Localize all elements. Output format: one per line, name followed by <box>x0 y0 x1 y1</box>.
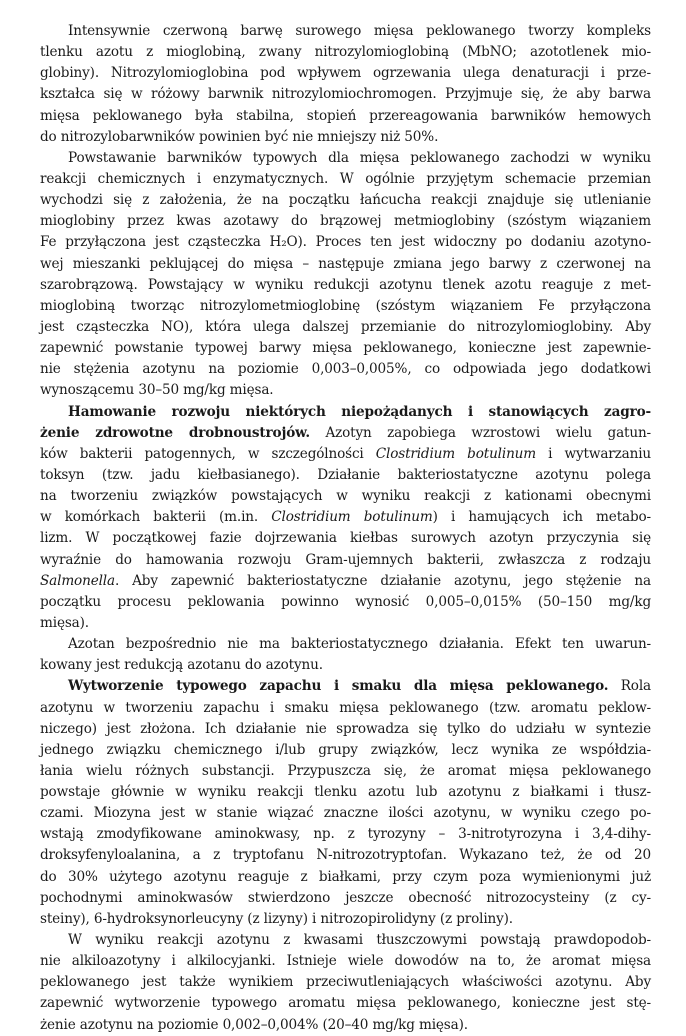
paragraph-barwa-intro <box>40 21 651 148</box>
text-line <box>40 444 651 465</box>
text-line: Powstawanie barwników typowych dla mięsa peklowanego zachodzi w wyniku <box>68 149 651 166</box>
text-line: globiny). Nitrozylomioglobina pod wpływem ogrzewania ulega denaturacji i prze- <box>40 65 651 82</box>
text-line: nie alkiloazotyny i alkilocyjanki. Istnieje wiele dowodów na to, że aromat mięsa <box>40 953 651 970</box>
text-run: i wytwarzaniu <box>536 445 652 462</box>
paragraph-azotan <box>40 634 651 676</box>
text-line: wychodzi się z założenia, że na początku łańcucha reakcji znajduje się utlenianie <box>40 192 651 209</box>
document-page <box>40 21 651 1036</box>
text-run: . Aby zapewnić bakteriostatyczne działanie azotynu, jego stężenie na <box>114 572 651 589</box>
text-line: toksyn (tzw. jadu kiełbasianego). Działanie bakteriostatyczne azotynu polega <box>40 466 651 483</box>
text-line: powstaje głównie w wyniku reakcji tlenku azotu lub azotynu z białkami i tłusz- <box>40 784 651 801</box>
text-line: czami. Miozyna jest w stanie wiązać znaczne ilości azotynu, w wyniku czego po- <box>40 805 651 822</box>
species-name: Clostridium botulinum <box>271 509 433 526</box>
text-line: jest cząsteczka NO), która ulega dalszej przemianie do nitrozylomioglobiny. Aby <box>40 318 651 335</box>
text-line: łania wielu różnych substancji. Przypuszcza się, że aromat mięsa peklowanego <box>40 762 651 779</box>
text-line: zapewnić powstanie typowej barwy mięsa peklowanego, konieczne jest zapewnie- <box>40 340 651 357</box>
text-line <box>40 571 651 592</box>
text-line: wyraźnie do hamowania rozwoju Gram-ujemnych bakterii, zwłaszcza z rodzaju <box>40 551 651 568</box>
text-line: zapewnić wytworzenie typowego aromatu mięsa peklowanego, konieczne jest stę- <box>40 995 651 1012</box>
heading-text: żenie zdrowotne drobnoustrojów. <box>40 424 310 441</box>
text-line: droksyfenyloalanina, a z tryptofanu N-nitrozotryptofan. Wykazano też, że od 20 <box>40 847 651 864</box>
text-line: reakcji chemicznych i enzymatycznych. W ogólnie przyjętym schemacie przemian <box>40 170 651 187</box>
text-line <box>40 507 651 528</box>
heading-text: Hamowanie rozwoju niektórych niepożądanych i stanowiących zagro- <box>68 403 651 420</box>
text-line: mioglobiny przez kwas azotawy do brązowej metmioglobiny (szóstym wiązaniem <box>40 213 651 230</box>
text-run: Rola <box>608 678 651 695</box>
text-run: ) i hamujących ich metabo- <box>432 509 651 526</box>
text-line: pochodnymi aminokwasów stwierdzono jeszcze obecność nitrozocysteiny (z cy- <box>40 889 651 906</box>
text-run: Azotyn zapobiega wzrostowi wielu gatun- <box>309 424 652 441</box>
text-line: azotynu w tworzeniu zapachu i smaku mięsa peklowanego (tzw. aromatu peklow- <box>40 699 651 716</box>
heading-text: Wytworzenie typowego zapachu i smaku dla mięsa peklowanego. <box>68 678 609 695</box>
section-heading <box>40 402 651 423</box>
text-line: wynoszącemu 30–50 mg/kg mięsa. <box>40 382 274 399</box>
text-line: na tworzeniu związków powstających w wyniku reakcji z kationami obecnymi <box>40 488 651 505</box>
text-run: ków bakterii patogennych, w szczególności <box>40 445 376 462</box>
paragraph-barwa-mechanizm <box>40 148 651 402</box>
text-line: wstają zmodyfikowane aminokwasy, np. z tyrozyny – 3-nitrotyrozyna i 3,4-dihy- <box>40 826 651 843</box>
text-line: kowany jest redukcją azotanu do azotynu. <box>40 657 323 674</box>
text-line: początku procesu peklowania powinno wynosić 0,005–0,015% (50–150 mg/kg <box>40 593 651 610</box>
text-line: Azotan bezpośrednio nie ma bakteriostatycznego działania. Efekt ten uwarun- <box>68 636 651 653</box>
text-line: mięsa peklowanego była stabilna, stopień przereagowania barwników hemowych <box>40 107 651 124</box>
text-line: do 30% użytego azotynu reaguje z białkami, przy czym poza wymienionymi już <box>40 868 651 885</box>
text-line: szarobrązową. Powstający w wyniku redukcji azotynu tlenek azotu reaguje z met- <box>40 276 651 293</box>
text-line: peklowanego jest także wynikiem przeciwutleniających właściwości azotynu. Aby <box>40 974 651 991</box>
text-line: do nitrozylobarwników powinien być nie mniejszy niż 50%. <box>40 128 439 145</box>
text-line: lizm. W początkowej fazie dojrzewania kiełbas surowych azotyn przyczynia się <box>40 530 651 547</box>
text-line: mioglobiną tworząc nitrozylometmioglobinę (szóstym wiązaniem Fe przyłączona <box>40 297 651 314</box>
text-line: Fe przyłączona jest cząsteczka H₂O). Proces ten jest widoczny po dodaniu azotyno- <box>40 234 651 251</box>
text-line: W wyniku reakcji azotynu z kwasami tłuszczowymi powstają prawdopodob- <box>68 932 651 949</box>
text-line: mięsa). <box>40 614 89 631</box>
species-name: Clostridium botulinum <box>375 445 537 462</box>
text-line: żenie azotynu na poziomie 0,002–0,004% (20–40 mg/kg mięsa). <box>40 1016 468 1033</box>
text-line: niczego) jest złożona. Ich działanie nie sprowadza się tylko do udziału w syntezie <box>40 720 651 737</box>
text-line: steiny), 6-hydroksynorleucyny (z lizyny) i nitrozopirolidyny (z proliny). <box>40 910 513 927</box>
text-line: kształca się w różowy barwnik nitrozylomiochromogen. Przyjmuje się, że aby barwa <box>40 86 651 103</box>
text-line <box>40 676 651 697</box>
genus-name: Salmonella <box>40 572 115 589</box>
text-line <box>40 423 651 444</box>
paragraph-kwasy-tluszczowe <box>40 930 651 1036</box>
paragraph-hamowanie <box>40 402 651 635</box>
text-line: nie stężenia azotynu na poziomie 0,003–0,005%, co odpowiada jego dodatkowi <box>40 361 651 378</box>
paragraph-zapach <box>40 676 651 930</box>
text-run: w komórkach bakterii (m.in. <box>40 509 272 526</box>
text-line: tlenku azotu z mioglobiną, zwany nitrozylomioglobiną (MbNO; azototlenek mio- <box>40 44 651 61</box>
text-line: wej mieszanki peklującej do mięsa – następuje zmiana jego barwy z czerwonej na <box>40 255 651 272</box>
text-line: Intensywnie czerwoną barwę surowego mięsa peklowanego tworzy kompleks <box>68 23 651 39</box>
text-line: jednego związku chemicznego i/lub grupy związków, lecz wynika ze współdzia- <box>40 741 651 758</box>
